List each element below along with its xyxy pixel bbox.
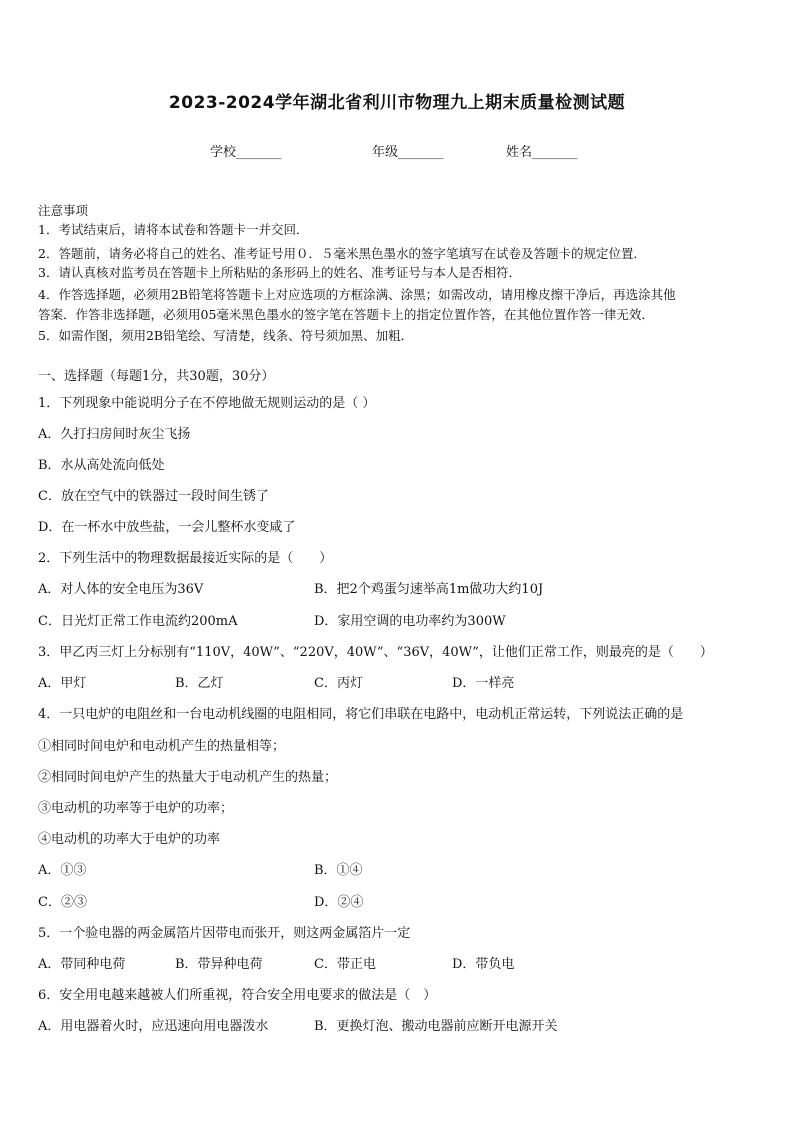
question-5-option-a: A．带同种电荷 bbox=[38, 957, 126, 972]
question-2-stem: 2．下列生活中的物理数据最接近实际的是（ ） bbox=[38, 551, 333, 566]
question-5-option-b: B．带异种电荷 bbox=[175, 957, 263, 972]
question-4-option-a: A．①③ bbox=[38, 863, 87, 878]
question-6-option-b: B．更换灯泡、搬动电器前应断开电源开关 bbox=[314, 1019, 558, 1034]
question-6-option-a: A．用电器着火时，应迅速向用电器泼水 bbox=[38, 1019, 269, 1034]
notice-item: 4．作答选择题，必须用2B铅笔将答题卡上对应选项的方框涂满、涂黑；如需改动，请用橡皮擦干净后，再选涂其他 bbox=[38, 287, 676, 302]
name-field: 姓名_______ bbox=[506, 145, 578, 160]
question-3-option-d: D．一样亮 bbox=[452, 676, 515, 691]
question-1-option-c: C．放在空气中的铁器过一段时间生锈了 bbox=[38, 489, 269, 504]
section-heading: 一、选择题（每题1分，共30题，30分） bbox=[38, 369, 275, 384]
notice-item: 3．请认真核对监考员在答题卡上所粘贴的条形码上的姓名、准考证号与本人是否相符． bbox=[38, 265, 521, 280]
question-4-option-d: D．②④ bbox=[314, 895, 364, 910]
question-3-option-c: C．丙灯 bbox=[314, 676, 363, 691]
question-3-option-b: B．乙灯 bbox=[175, 676, 224, 691]
question-6-stem: 6．安全用电越来越被人们所重视，符合安全用电要求的做法是（ ） bbox=[38, 988, 437, 1003]
question-2-option-d: D．家用空调的电功率约为300W bbox=[314, 614, 506, 629]
question-4-option-b: B．①④ bbox=[314, 863, 363, 878]
question-4-statement-2: ②相同时间电炉产生的热量大于电动机产生的热量； bbox=[38, 770, 338, 785]
question-4-stem: 4．一只电炉的电阻丝和一台电动机线圈的电阻相同，将它们串联在电路中，电动机正常运转，下列说法正确的是 bbox=[38, 707, 684, 722]
question-5-option-d: D．带负电 bbox=[452, 957, 515, 972]
question-4-statement-1: ①相同时间电炉和电动机产生的热量相等； bbox=[38, 739, 286, 754]
question-1-stem: 1．下列现象中能说明分子在不停地做无规则运动的是（ ） bbox=[38, 396, 376, 411]
question-4-option-c: C．②③ bbox=[38, 895, 87, 910]
question-2-option-a: A．对人体的安全电压为36V bbox=[38, 582, 204, 597]
grade-field: 年级_______ bbox=[372, 145, 444, 160]
question-2-option-b: B．把2个鸡蛋匀速举高1m做功大约10J bbox=[314, 582, 544, 597]
school-field: 学校_______ bbox=[210, 145, 282, 160]
question-2-option-c: C．日光灯正常工作电流约200mA bbox=[38, 614, 238, 629]
notice-item: 2．答题前，请务必将自己的姓名、准考证号用０．５毫米黑色墨水的签字笔填写在试卷及答题卡的规定位置． bbox=[38, 246, 646, 261]
question-1-option-a: A．久打扫房间时灰尘飞扬 bbox=[38, 427, 191, 442]
question-3-option-a: A．甲灯 bbox=[38, 676, 87, 691]
question-1-option-d: D．在一杯水中放些盐，一会儿整杯水变咸了 bbox=[38, 520, 296, 535]
notice-item: 5．如需作图，须用2B铅笔绘、写清楚，线条、符号须加黑、加粗． bbox=[38, 328, 414, 343]
page-title: 2023-2024学年湖北省利川市物理九上期末质量检测试题 bbox=[168, 93, 626, 113]
question-4-statement-4: ④电动机的功率大于电炉的功率 bbox=[38, 832, 221, 847]
question-5-option-c: C．带正电 bbox=[314, 957, 376, 972]
question-4-statement-3: ③电动机的功率等于电炉的功率； bbox=[38, 801, 234, 816]
question-1-option-b: B．水从高处流向低处 bbox=[38, 458, 165, 473]
notice-heading: 注意事项 bbox=[38, 203, 89, 218]
notice-item: 1．考试结束后，请将本试卷和答题卡一并交回． bbox=[38, 222, 309, 237]
question-5-stem: 5．一个验电器的两金属箔片因带电而张开，则这两金属箔片一定 bbox=[38, 926, 411, 941]
notice-item: 答案．作答非选择题，必须用05毫米黑色墨水的签字笔在答题卡上的指定位置作答，在其他位置作答一律无效． bbox=[38, 307, 654, 322]
question-3-stem: 3．甲乙丙三灯上分标别有“110V，40W”、“220V，40W”、“36V，40W”，让他们正常工作，则最亮的是（ ） bbox=[38, 645, 713, 660]
